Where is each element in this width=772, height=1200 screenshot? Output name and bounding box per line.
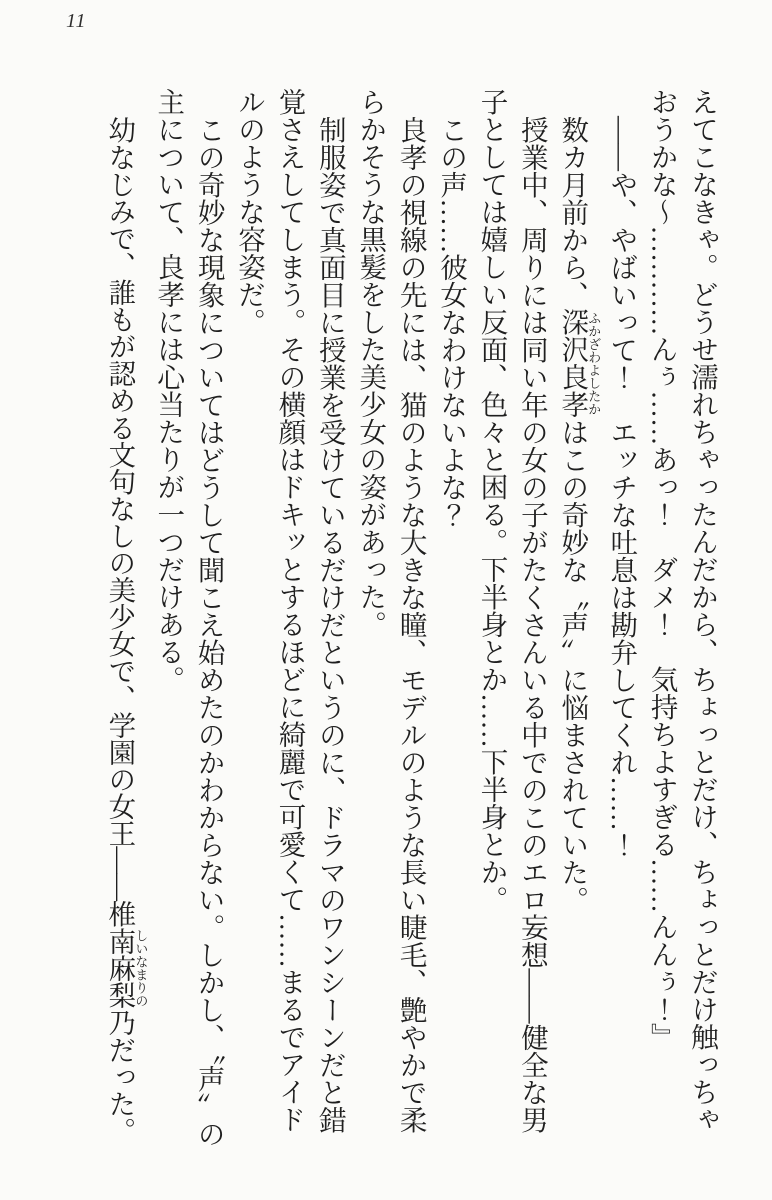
paragraph-7: 制服姿で真面目に授業を受けているだけだというのに、ドラマのワンシーンだと錯覚さえしてしまう。その横顔はドキッとするほどに綺麗で可愛くて……まるでアイドルのような容姿だ。 [234, 88, 346, 1133]
paragraph-9: 幼なじみで、誰もが認める文句なしの美少女で、学園の女王――椎南麻梨乃しいなまりのだった。 [104, 115, 149, 1144]
furigana-base: 深沢良孝 [557, 308, 589, 418]
furigana-term [104, 899, 149, 1036]
paragraph-4: 授業中、周りには同い年の女の子がたくさんいる中でのこのエロ妄想――健全な男子としては嬉しい反面、色々と困る。下半身とか……下半身とか。 [476, 88, 548, 1133]
paragraph-8: この奇妙な現象についてはどうして聞こえ始めたのかわからない。しかし、〝声〟の主について、良孝には心当たりが一つだけある。 [153, 88, 225, 1147]
text-block [99, 88, 722, 1148]
furigana-base: 椎南麻梨乃 [104, 899, 136, 1036]
paragraph-1: えてこなきゃ。どうせ濡れちゃったんだから、ちょっとだけ、ちょっとだけ触っちゃおうかな〜…………んぅ……あっ！ ダメ！ 気持ちよすぎる……んんぅ！』 [646, 88, 718, 1133]
furigana-reading: ふかざわよしたか [586, 308, 602, 418]
paragraph-2: ――や、やばいって！ エッチな吐息は勘弁してくれ……！ [606, 115, 638, 858]
paragraph-3: 数カ月前から、深沢良孝ふかざわよしたかはこの奇妙な〝声〟に悩まされていた。 [557, 115, 602, 913]
paragraph-5: この声……彼女なわけないよな？ [436, 115, 468, 528]
page-number: 11 [66, 10, 87, 32]
furigana-reading: しいなまりの [133, 899, 149, 1036]
paragraph-6: 良孝の視線の先には、猫のような大きな瞳、モデルのような長い睫毛、艶やかで柔らかそうな黒髪をした美少女の姿があった。 [355, 88, 427, 1133]
furigana-term [557, 308, 602, 418]
